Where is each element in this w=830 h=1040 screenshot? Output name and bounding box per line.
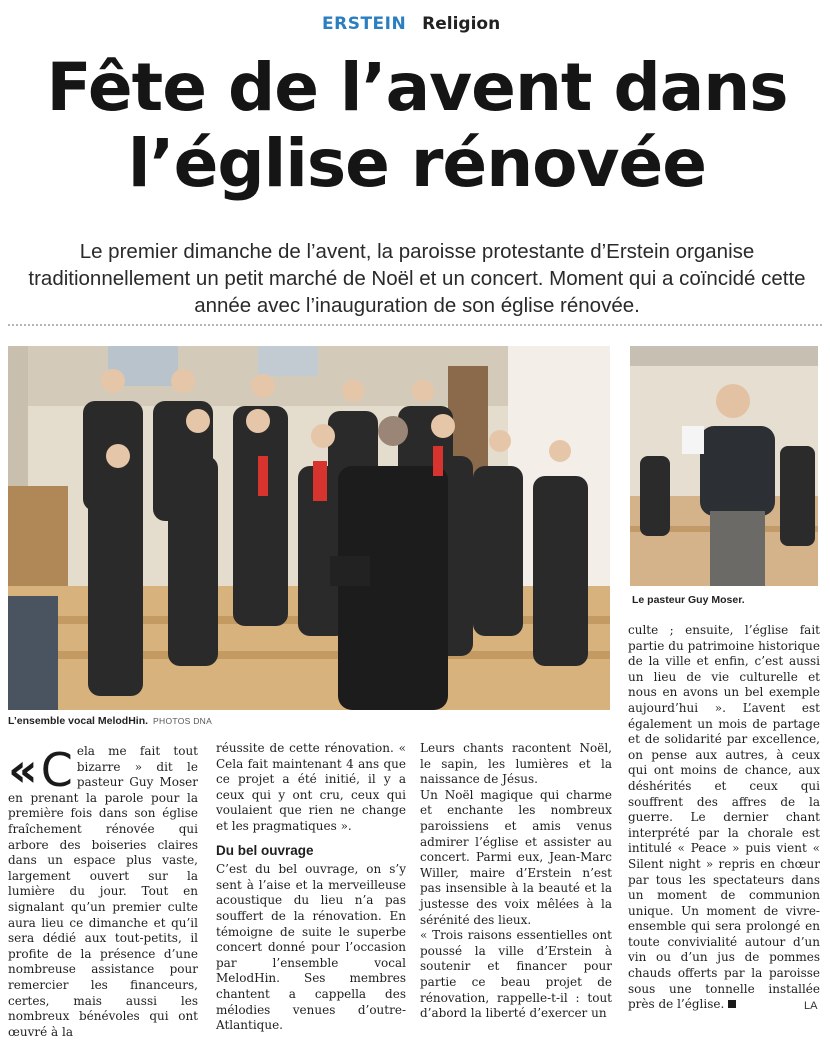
col3-paragraph-3: « Trois raisons essentielles ont poussé la ville d’Erstein à soutenir et financer pour partie ce beau projet de rénovation, rappelle-t-il : tout d’abord la liberté d’exercer un	[420, 928, 612, 1021]
dotted-separator	[8, 324, 822, 326]
choir-photo-caption	[8, 715, 212, 727]
article-column-2	[216, 741, 406, 1034]
subheading: Du bel ouvrage	[216, 842, 314, 858]
drop-cap: C	[40, 743, 73, 797]
article-column-3	[420, 741, 612, 1022]
article-column-4	[628, 623, 820, 1013]
pastor-photo-caption: Le pasteur Guy Moser.	[632, 594, 745, 606]
col4-text: culte ; ensuite, l’église fait partie du patrimoine historique de la ville et enfin, c’est aussi un lieu de vie culturelle et nous en avons un bel exemple aujourd’hui ». L’avent est également un mois de partage et de solidarité par excellence, on pense aux autres, à ceux qui ont moins de chance, aux déshérités et ceux qui souffrent des affres de la guerre. Le dernier chant interprété par la chorale est intitulé « Peace » puis vient « Silent night » repris en chœur par tous les spectateurs dans un moment de communion unique. Un moment de vivre-ensemble qui sera prolongé en toute convivialité autour d’un vin ou d’un jus de pommes chauds offerts par la paroisse sous une tonnelle installée près de l’église.	[628, 623, 820, 1012]
col3-paragraph-2: Un Noël magique qui charme et enchante les nombreux paroissiens et amis venus admirer l’église et assister au concert. Parmi eux, Jean-Marc Willer, maire d’Erstein n’est pas insensible à la beauté et la justesse des voix mêlées à la sérénité des lieux.	[420, 787, 612, 927]
lede: Le premier dimanche de l’avent, la paroisse protestante d’Erstein organise traditionnellement un petit marché de Noël et un concert. Moment qui a coïncidé cette année avec l’inauguration de son église rénovée.	[28, 240, 806, 317]
drop-quote: «	[8, 743, 35, 797]
section-header	[322, 14, 500, 34]
pastor-photo	[630, 346, 818, 586]
photo-credit: PHOTOS DNA	[153, 716, 213, 726]
col3-paragraph-1: Leurs chants racontent Noël, le sapin, les lumières et la naissance de Jésus.	[420, 741, 612, 787]
col1-paragraph: ela me fait tout bizarre » dit le pasteur Guy Moser en prenant la parole pour la première fois dans son église fraîchement rénovée qui arbore des boiseries claires dans un espace plus vaste, largement ouvert sur la lumière du jour. Tout en signalant qu’un premier culte aura lieu ce dimanche et qu’il sera dédié aux tout-petits, il profite de la présence d’une nombreuse assistance pour remercier les financeurs, certes, mais aussi les nombreux bénévoles qui ont œuvré à la	[8, 744, 198, 1039]
choir-photo	[8, 346, 610, 710]
headline	[14, 50, 820, 202]
col2-paragraph-2: C’est du bel ouvrage, on s’y sent à l’aise et la merveilleuse acoustique du lieu n’a pas souffert de la rénovation. En témoigne de suite le superbe concert donné pour l’occasion par l’ensemble vocal MelodHin. Ses membres chantent a cappella des mélodies venues d’outre-Atlantique.	[216, 862, 406, 1033]
choir-caption-text: L’ensemble vocal MelodHin.	[8, 715, 149, 727]
col2-paragraph-1: réussite de cette rénovation. « Cela fait maintenant 4 ans que ce projet a été initié, il y a ceux qui y ont cru, ceux qui voulaient que rien ne change et les pragmatiques ».	[216, 741, 406, 833]
section-label: Religion	[422, 14, 501, 34]
author-signature: LA	[804, 1000, 818, 1012]
col4-paragraph	[628, 623, 820, 1013]
headline-line-1: Fête de l’avent dans	[46, 49, 788, 126]
town-label: ERSTEIN	[322, 14, 407, 34]
article-column-1	[8, 744, 198, 1040]
headline-line-2: l’église rénovée	[127, 125, 707, 202]
end-mark	[728, 1000, 736, 1008]
